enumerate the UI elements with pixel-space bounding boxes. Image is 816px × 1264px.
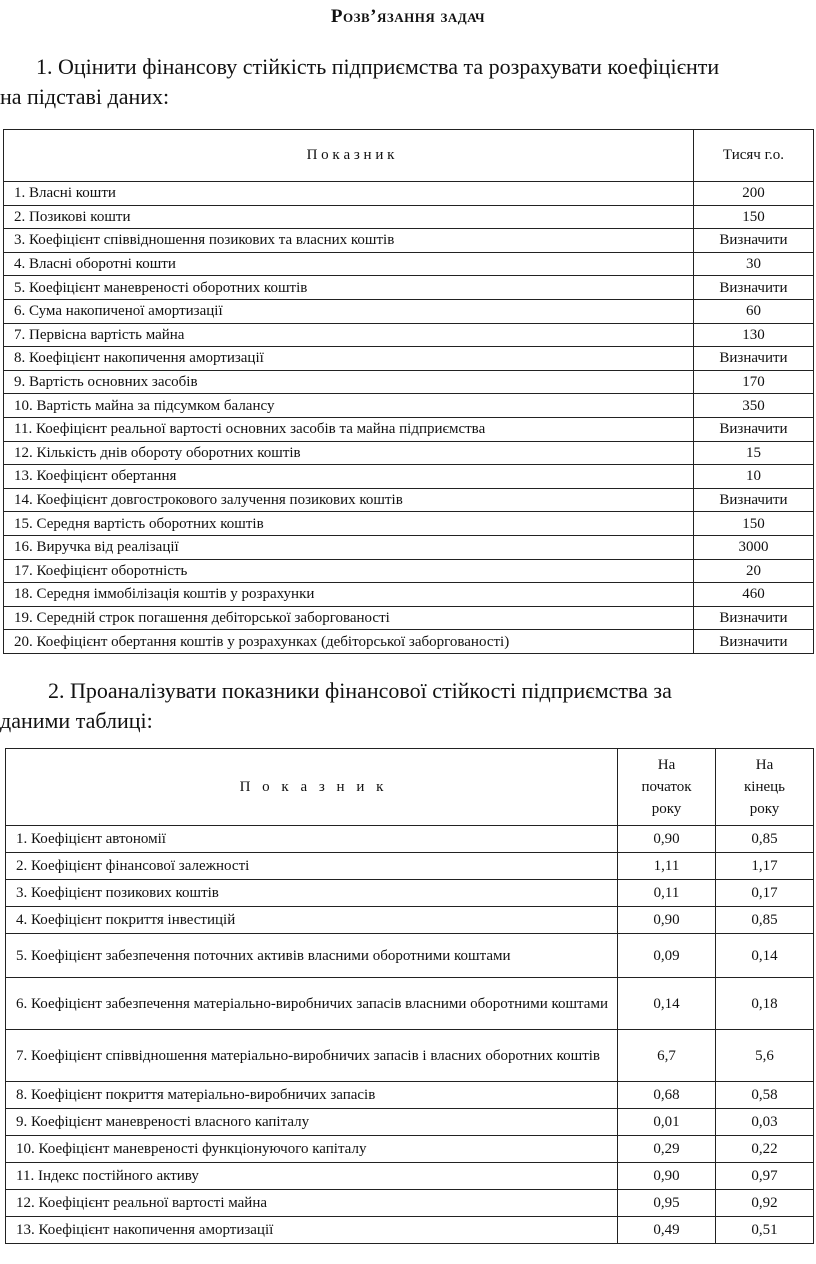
- indicator-value: 20: [694, 559, 814, 583]
- table-row: [4, 559, 814, 583]
- end-of-year-value: 0,85: [716, 826, 814, 853]
- header-indicator: П о к а з н и к: [4, 130, 694, 182]
- start-of-year-value: 6,7: [618, 1030, 716, 1082]
- table-row: [6, 880, 814, 907]
- indicator-value: 30: [694, 252, 814, 276]
- start-of-year-value: 0,90: [618, 1163, 716, 1190]
- task-1-line-2: на підставі даних:: [0, 84, 170, 109]
- start-of-year-value: 1,11: [618, 853, 716, 880]
- end-of-year-value: 0,92: [716, 1190, 814, 1217]
- start-of-year-value: 0,95: [618, 1190, 716, 1217]
- table-row: [6, 1082, 814, 1109]
- indicator-value: Визначити: [694, 229, 814, 253]
- indicator-label: 10. Коефіцієнт маневреності функціонуючого капіталу: [6, 1136, 618, 1163]
- indicator-label: 7. Первісна вартість майна: [4, 323, 694, 347]
- end-of-year-value: 0,58: [716, 1082, 814, 1109]
- table-row: [4, 370, 814, 394]
- header-value: Тисяч г.о.: [694, 130, 814, 182]
- indicator-value: 60: [694, 299, 814, 323]
- indicator-value: 150: [694, 205, 814, 229]
- table-row: [4, 299, 814, 323]
- table-row: [4, 182, 814, 206]
- indicator-label: 1. Власні кошти: [4, 182, 694, 206]
- indicator-label: 11. Коефіцієнт реальної вартості основних засобів та майна підприємства: [4, 417, 694, 441]
- start-of-year-value: 0,90: [618, 826, 716, 853]
- indicator-label: 1. Коефіцієнт автономії: [6, 826, 618, 853]
- table-row: [4, 465, 814, 489]
- end-of-year-value: 0,22: [716, 1136, 814, 1163]
- indicator-label: 10. Вартість майна за підсумком балансу: [4, 394, 694, 418]
- table-row: [4, 252, 814, 276]
- end-of-year-value: 0,18: [716, 978, 814, 1030]
- indicator-label: 14. Коефіцієнт довгострокового залучення позикових коштів: [4, 488, 694, 512]
- table-row: [4, 630, 814, 654]
- header-indicator: П о к а з н и к: [6, 749, 618, 826]
- indicator-value: 130: [694, 323, 814, 347]
- header-start-of-year: [618, 749, 716, 826]
- end-of-year-value: 1,17: [716, 853, 814, 880]
- table-row: [4, 606, 814, 630]
- table-row: [4, 488, 814, 512]
- indicator-label: 3. Коефіцієнт співвідношення позикових та власних коштів: [4, 229, 694, 253]
- indicator-label: 20. Коефіцієнт обертання коштів у розрахунках (дебіторської заборгованості): [4, 630, 694, 654]
- table-row: [4, 229, 814, 253]
- table-row: [6, 1163, 814, 1190]
- indicator-value: 150: [694, 512, 814, 536]
- start-of-year-value: 0,09: [618, 934, 716, 978]
- table-row: [6, 1109, 814, 1136]
- table-header-row: [6, 749, 814, 826]
- indicator-label: 9. Вартість основних засобів: [4, 370, 694, 394]
- indicator-value: Визначити: [694, 276, 814, 300]
- start-of-year-value: 0,29: [618, 1136, 716, 1163]
- page-title: Розв’язання задач: [330, 6, 486, 27]
- task-2-line-2: даними таблиці:: [0, 708, 153, 733]
- indicator-label: 16. Виручка від реалізації: [4, 535, 694, 559]
- header-start-word-2: початок: [641, 779, 692, 795]
- table-row: [4, 441, 814, 465]
- indicator-label: 8. Коефіцієнт покриття матеріально-виробничих запасів: [6, 1082, 618, 1109]
- indicator-label: 18. Середня іммобілізація коштів у розрахунки: [4, 583, 694, 607]
- indicator-label: 15. Середня вартість оборотних коштів: [4, 512, 694, 536]
- task-1-text: [0, 52, 816, 112]
- table-row: [6, 1190, 814, 1217]
- table-row: [4, 512, 814, 536]
- end-of-year-value: 0,85: [716, 907, 814, 934]
- indicator-label: 4. Власні оборотні кошти: [4, 252, 694, 276]
- table-row: [4, 347, 814, 371]
- indicator-label: 6. Сума накопиченої амортизації: [4, 299, 694, 323]
- table-row: [4, 276, 814, 300]
- indicator-label: 3. Коефіцієнт позикових коштів: [6, 880, 618, 907]
- indicator-label: 6. Коефіцієнт забезпечення матеріально-виробничих запасів власними оборотними коштами: [6, 978, 618, 1030]
- indicator-value: 460: [694, 583, 814, 607]
- end-of-year-value: 0,97: [716, 1163, 814, 1190]
- header-start-word-3: року: [651, 801, 682, 817]
- task-2-text: [0, 676, 816, 736]
- indicator-label: 8. Коефіцієнт накопичення амортизації: [4, 347, 694, 371]
- table-row: [4, 323, 814, 347]
- indicator-value: Визначити: [694, 417, 814, 441]
- indicator-value: Визначити: [694, 630, 814, 654]
- indicator-label: 12. Кількість днів обороту оборотних коштів: [4, 441, 694, 465]
- end-of-year-value: 0,14: [716, 934, 814, 978]
- indicators-table: [3, 129, 814, 654]
- indicator-value: Визначити: [694, 347, 814, 371]
- indicator-label: 12. Коефіцієнт реальної вартості майна: [6, 1190, 618, 1217]
- table-row: [4, 205, 814, 229]
- start-of-year-value: 0,11: [618, 880, 716, 907]
- indicator-label: 2. Позикові кошти: [4, 205, 694, 229]
- start-of-year-value: 0,01: [618, 1109, 716, 1136]
- end-of-year-value: 5,6: [716, 1030, 814, 1082]
- start-of-year-value: 0,68: [618, 1082, 716, 1109]
- indicator-label: 13. Коефіцієнт накопичення амортизації: [6, 1217, 618, 1244]
- indicator-label: 4. Коефіцієнт покриття інвестицій: [6, 907, 618, 934]
- end-of-year-value: 0,03: [716, 1109, 814, 1136]
- task-2-line-1: 2. Проаналізувати показники фінансової стійкості підприємства за: [48, 678, 672, 703]
- header-end-word-2: кінець: [743, 779, 785, 795]
- indicator-value: 200: [694, 182, 814, 206]
- table-row: [6, 1136, 814, 1163]
- indicator-value: 15: [694, 441, 814, 465]
- indicator-value: 170: [694, 370, 814, 394]
- table-row: [6, 934, 814, 978]
- table-row: [4, 535, 814, 559]
- header-end-word-1: На: [755, 757, 774, 773]
- financial-stability-table: [5, 748, 814, 1244]
- header-end-word-3: року: [749, 801, 780, 817]
- table-row: [6, 853, 814, 880]
- table-row: [4, 417, 814, 441]
- table-row: [6, 978, 814, 1030]
- table-row: [6, 826, 814, 853]
- start-of-year-value: 0,90: [618, 907, 716, 934]
- indicator-label: 5. Коефіцієнт маневреності оборотних коштів: [4, 276, 694, 300]
- indicator-label: 2. Коефіцієнт фінансової залежності: [6, 853, 618, 880]
- indicator-value: Визначити: [694, 606, 814, 630]
- table-header-row: [4, 130, 814, 182]
- table-row: [6, 907, 814, 934]
- indicator-label: 9. Коефіцієнт маневреності власного капіталу: [6, 1109, 618, 1136]
- header-start-word-1: На: [657, 757, 676, 773]
- indicator-value: 3000: [694, 535, 814, 559]
- indicator-value: Визначити: [694, 488, 814, 512]
- start-of-year-value: 0,14: [618, 978, 716, 1030]
- indicator-value: 350: [694, 394, 814, 418]
- table-row: [4, 583, 814, 607]
- task-1-line-1: 1. Оцінити фінансову стійкість підприємства та розрахувати коефіцієнти: [36, 54, 720, 79]
- indicator-label: 5. Коефіцієнт забезпечення поточних активів власними оборотними коштами: [6, 934, 618, 978]
- end-of-year-value: 0,51: [716, 1217, 814, 1244]
- indicator-label: 13. Коефіцієнт обертання: [4, 465, 694, 489]
- header-end-of-year: [716, 749, 814, 826]
- indicator-label: 11. Індекс постійного активу: [6, 1163, 618, 1190]
- start-of-year-value: 0,49: [618, 1217, 716, 1244]
- end-of-year-value: 0,17: [716, 880, 814, 907]
- table-row: [6, 1217, 814, 1244]
- table-row: [6, 1030, 814, 1082]
- indicator-label: 17. Коефіцієнт оборотність: [4, 559, 694, 583]
- table-row: [4, 394, 814, 418]
- indicator-label: 19. Середній строк погашення дебіторської заборгованості: [4, 606, 694, 630]
- indicator-value: 10: [694, 465, 814, 489]
- indicator-label: 7. Коефіцієнт співвідношення матеріально-виробничих запасів і власних оборотних коштів: [6, 1030, 618, 1082]
